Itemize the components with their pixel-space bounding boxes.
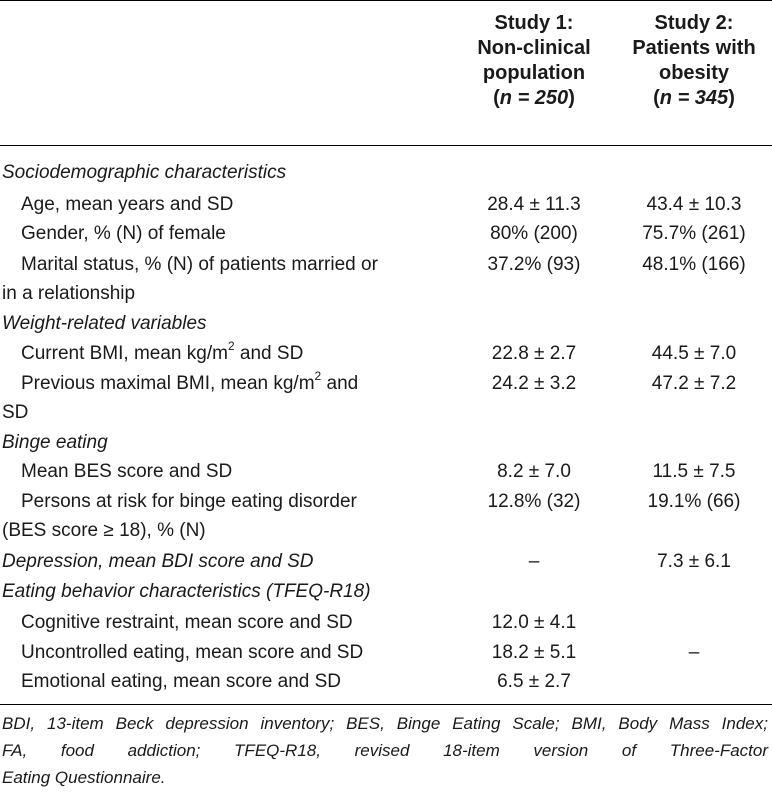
cell-bed-risk-study1: 12.8% (32) [487, 491, 581, 512]
header-line: Study 2: [654, 12, 734, 34]
cell-uncontrolled-study2: – [688, 642, 700, 663]
header-n-label: (n = 250) [493, 87, 575, 109]
section-binge: Binge eating [2, 432, 108, 453]
cell-gender-study2: 75.7% (261) [642, 223, 746, 244]
cell-age-study2: 43.4 ± 10.3 [646, 194, 742, 215]
row-label-gender: Gender, % (N) of female [21, 223, 226, 244]
table-top-rule [0, 0, 772, 1]
cell-bes-score-study2: 11.5 ± 7.5 [652, 461, 736, 482]
label-text: Previous maximal BMI, mean kg/m [21, 373, 315, 394]
section-eating-behavior: Eating behavior characteristics (TFEQ-R18) [2, 581, 371, 602]
header-line: Patients with [632, 37, 756, 59]
row-label-age: Age, mean years and SD [21, 194, 234, 215]
row-label-marital: Marital status, % (N) of patients married or [21, 254, 378, 275]
cell-previous-bmi-study2: 47.2 ± 7.2 [651, 373, 737, 394]
row-label-bed-risk-cont: (BES score ≥ 18), % (N) [2, 520, 206, 541]
header-bottom-rule [0, 145, 772, 146]
header-line: obesity [658, 62, 730, 84]
section-weight: Weight-related variables [2, 313, 207, 334]
row-label-previous-bmi-cont: SD [2, 402, 29, 423]
label-text: and [321, 373, 359, 394]
footnote-line: Eating Questionnaire. [2, 768, 166, 787]
cell-current-bmi-study1: 22.8 ± 2.7 [491, 343, 577, 364]
row-label-marital-cont: in a relationship [2, 283, 136, 304]
row-label-uncontrolled: Uncontrolled eating, mean score and SD [21, 642, 364, 663]
table-bottom-rule [0, 704, 772, 705]
cell-gender-study1: 80% (200) [490, 223, 578, 244]
header-n-label: (n = 345) [653, 87, 735, 109]
cell-previous-bmi-study1: 24.2 ± 3.2 [491, 373, 577, 394]
cell-cognitive-study1: 12.0 ± 4.1 [491, 612, 577, 633]
column-header-study-2 [616, 11, 772, 111]
cell-age-study1: 28.4 ± 11.3 [487, 194, 581, 215]
row-label-emotional: Emotional eating, mean score and SD [21, 671, 342, 692]
row-label-current-bmi [21, 339, 303, 368]
cell-marital-study1: 37.2% (93) [487, 254, 581, 275]
cell-uncontrolled-study1: 18.2 ± 5.1 [491, 642, 577, 663]
label-text: Current BMI, mean kg/m [21, 343, 228, 364]
cell-depression-study2: 7.3 ± 6.1 [657, 551, 731, 572]
row-label-previous-bmi [21, 369, 358, 398]
superscript: 2 [227, 338, 235, 353]
row-label-depression: Depression, mean BDI score and SD [2, 551, 314, 572]
row-label-bed-risk: Persons at risk for binge eating disorder [21, 491, 357, 512]
superscript: 2 [314, 368, 322, 383]
footnote-line: BDI, 13-item Beck depression inventory; BES, Binge Eating Scale; BMI, Body Mass Index; [2, 714, 768, 733]
cell-bed-risk-study2: 19.1% (66) [647, 491, 741, 512]
header-line: population [482, 62, 586, 84]
row-label-bes-score: Mean BES score and SD [21, 461, 233, 482]
cell-bes-score-study1: 8.2 ± 7.0 [497, 461, 571, 482]
cell-depression-study1: – [528, 551, 540, 572]
cell-marital-study2: 48.1% (166) [642, 254, 746, 275]
row-label-cognitive: Cognitive restraint, mean score and SD [21, 612, 353, 633]
header-line: Non-clinical [477, 37, 591, 59]
label-text: and SD [234, 343, 304, 364]
cell-emotional-study1: 6.5 ± 2.7 [497, 671, 571, 692]
cell-current-bmi-study2: 44.5 ± 7.0 [651, 343, 737, 364]
section-sociodemographic: Sociodemographic characteristics [2, 162, 287, 183]
column-header-study-1 [440, 11, 628, 111]
header-line: Study 1: [494, 12, 574, 34]
footnote-line: FA, food addiction; TFEQ-R18, revised 18-item version of Three-Factor [2, 741, 768, 760]
